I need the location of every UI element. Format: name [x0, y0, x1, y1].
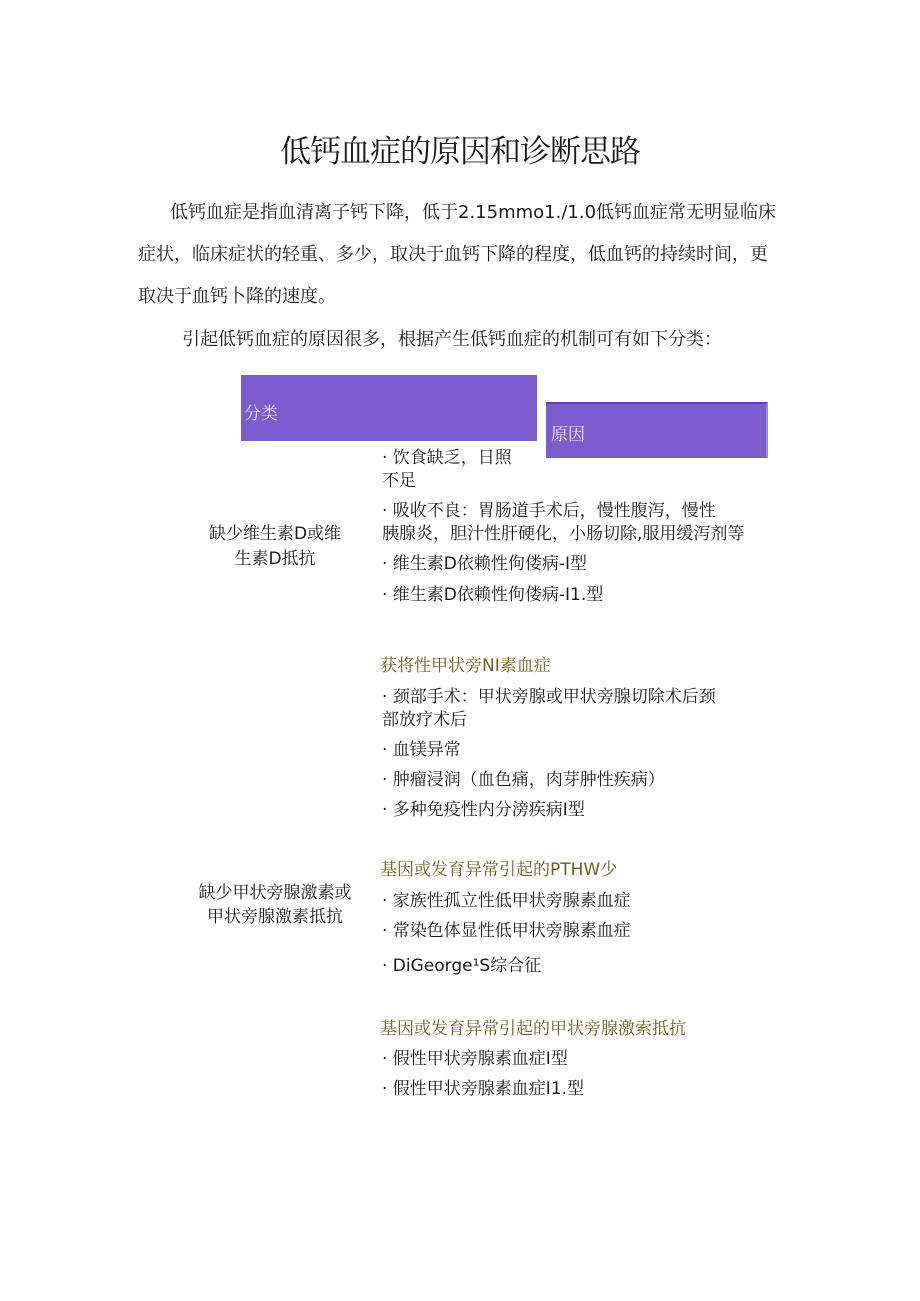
category-pth-line-2: 甲状旁腺激素抵抗 [207, 907, 343, 927]
intro-line-2: 症状，临床症状的轻重、多少，取决于血钙下降的程度，低血钙的持续时间，更 [138, 244, 768, 265]
list-item: · 肿瘤浸润（血色痛，肉芽肿性疾病） [382, 770, 665, 790]
list-item: · 血镁异常 [382, 740, 461, 760]
table-header-category [241, 375, 537, 441]
list-item: · 多种免疫性内分滂疾病I型 [382, 800, 585, 820]
category-vitamin-d-line-2: 生素D抵抗 [234, 549, 316, 569]
table-header-cause [546, 402, 768, 458]
list-item: 部放疗术后 [382, 710, 467, 730]
list-item: · 假性甲状旁腺素血症I型 [382, 1049, 568, 1069]
intro-line-3: 取决于血钙卜降的速度。 [138, 286, 336, 307]
header-category-label: 分类 [244, 404, 278, 424]
page-title: 低钙血症的原因和诊断思路 [280, 134, 640, 170]
list-item: · DiGeorge¹S综合征 [382, 956, 542, 976]
intro-line-4: 引起低钙血症的原因很多，根据产生低钙血症的机制可有如下分类： [182, 329, 722, 350]
list-item: · 饮食缺乏，日照 [382, 448, 512, 468]
list-item: · 颈部手术：甲状旁腺或甲状旁腺切除术后颈 [382, 687, 716, 707]
list-item: · 维生素D依赖性佝偻病-I型 [382, 554, 588, 574]
list-item: · 维生素D依赖性佝偻病-I1.型 [382, 585, 604, 605]
header-cause-label: 原因 [551, 425, 585, 445]
category-pth-line-1: 缺少甲状旁腺激素或 [198, 883, 352, 903]
group-heading: 基因或发育异常引起的甲状旁腺激索抵抗 [380, 1019, 686, 1039]
category-vitamin-d-line-1: 缺少维生素D或维 [208, 524, 342, 544]
list-item: · 常染色体显性低甲状旁腺素血症 [382, 921, 631, 941]
list-item: · 假性甲状旁腺素血症I1.型 [382, 1079, 585, 1099]
list-item: 胰腺炎，胆汁性肝硬化，小肠切除,服用缓泻剂等 [382, 524, 745, 544]
list-item: · 家族性孤立性低甲状旁腺素血症 [382, 891, 631, 911]
group-heading: 获将性甲状旁NI素血症 [380, 656, 551, 676]
list-item: · 吸收不良：胃肠道手术后，慢性腹泻，慢性 [382, 501, 716, 521]
list-item: 不足 [382, 471, 416, 491]
group-heading: 基因或发育异常引起的PTHW少 [380, 860, 618, 880]
intro-line-1: 低钙血症是指血清离子钙下降，低于2.15mmo1./1.0低钙血症常无明显临床 [170, 202, 777, 223]
